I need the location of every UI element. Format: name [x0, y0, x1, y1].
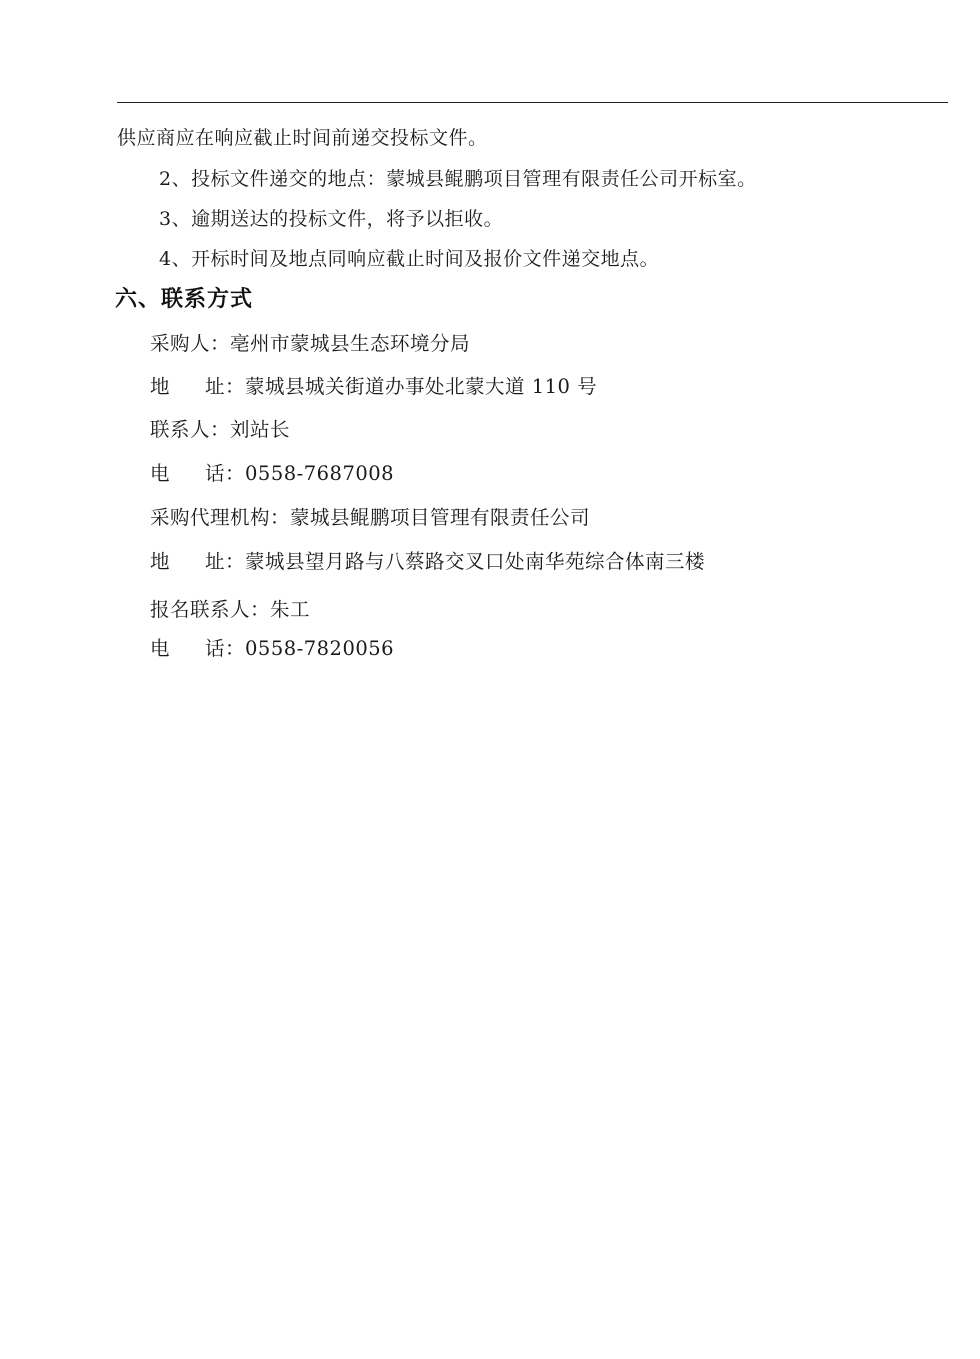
body-line-1: 供应商应在响应截止时间前递交投标文件。 [117, 127, 488, 149]
colon: ： [210, 332, 231, 355]
agency-row [150, 505, 590, 531]
agency-address-label: 地 址 [150, 550, 225, 573]
agency-phone-row [150, 636, 394, 662]
buyer-address-label: 地 址 [150, 375, 225, 398]
agency-label: 采购代理机构 [150, 506, 271, 529]
body-line-3: 3、逾期送达的投标文件，将予以拒收。 [159, 208, 504, 230]
colon: ： [210, 418, 231, 441]
buyer-value: 亳州市蒙城县生态环境分局 [230, 332, 471, 355]
buyer-row [150, 331, 470, 357]
colon: ： [270, 506, 291, 529]
agency-contact-row [150, 597, 310, 623]
buyer-phone-value: 0558-7687008 [245, 462, 395, 485]
buyer-contact-row [150, 417, 290, 443]
header-rule [117, 102, 948, 103]
buyer-phone-row [150, 461, 394, 487]
colon: ： [225, 462, 246, 485]
colon: ： [250, 598, 271, 621]
colon: ： [225, 637, 246, 660]
agency-contact-value: 朱工 [270, 598, 311, 621]
agency-value: 蒙城县鲲鹏项目管理有限责任公司 [290, 506, 591, 529]
buyer-address-row [150, 374, 597, 400]
body-line-2: 2、投标文件递交的地点：蒙城县鲲鹏项目管理有限责任公司开标室。 [159, 168, 757, 190]
buyer-phone-label: 电 话 [150, 462, 225, 485]
buyer-contact-label: 联系人 [150, 418, 211, 441]
buyer-address-value: 蒙城县城关街道办事处北蒙大道 110 号 [245, 375, 598, 398]
body-line-4: 4、开标时间及地点同响应截止时间及报价文件递交地点。 [159, 248, 660, 270]
buyer-contact-value: 刘站长 [230, 418, 291, 441]
colon: ： [225, 375, 246, 398]
agency-address-value: 蒙城县望月路与八蔡路交叉口处南华苑综合体南三楼 [245, 550, 706, 573]
agency-contact-label: 报名联系人 [150, 598, 251, 621]
agency-phone-label: 电 话 [150, 637, 225, 660]
agency-address-row [150, 549, 705, 575]
colon: ： [225, 550, 246, 573]
buyer-label: 采购人 [150, 332, 211, 355]
agency-phone-value: 0558-7820056 [245, 637, 395, 660]
section-heading: 六、联系方式 [115, 287, 254, 312]
